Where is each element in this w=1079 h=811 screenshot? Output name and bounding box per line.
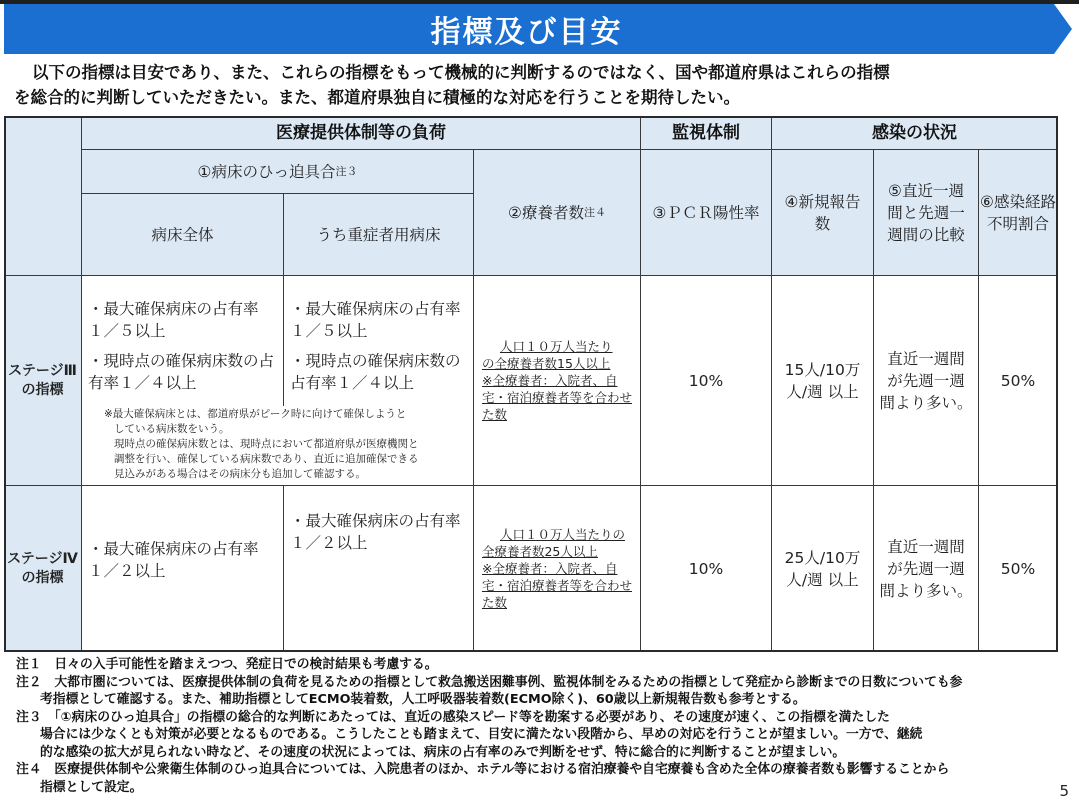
note-1-line-1: 日々の入手可能性を踏まえつつ、発症日での検討結果も考慮する。 [54, 657, 438, 672]
header-unknown-route-line-1: ⑥感染経路 [980, 192, 1056, 211]
note-3-line-2: 場合には少なくとも対策が必要となるものである。こうしたことも踏まえて、目安に満たない段階から、早めの対応を行うことが望ましい。一方で、継続 [40, 727, 923, 742]
intro-line-1: 以下の指標は目安であり、また、これらの指標をもって機械的に判断するのではなく、国や都道府県はこれらの指標 [32, 63, 890, 82]
header-week-compare-line-3: 週間の比較 [887, 225, 965, 244]
stage3-beds-severe-item-1: ・最大確保病床の占有率 １／５以上 [290, 300, 477, 340]
recuperating-note: 注４ [583, 205, 606, 219]
stage4-new-cases [772, 486, 874, 652]
stage3-recuperating-line-4: 宅・宿泊療養者等を合わせ [481, 390, 632, 405]
note-2-label: 注２ [16, 674, 42, 690]
header-recuperating [474, 150, 641, 276]
header-week-compare [874, 150, 979, 276]
stage3-week-compare-line-3: 間より多い。 [879, 393, 973, 412]
stage4-week-compare-line-1: 直近一週間 [887, 537, 965, 556]
corner-header-cell [4, 116, 82, 276]
header-new-cases-line-1: ④新規報告 [784, 192, 861, 211]
footnote-line-1: ※最大確保病床とは、都道府県がピーク時に向けて確保しようと [104, 408, 407, 420]
header-bed-pressure [82, 150, 474, 194]
note-3 [16, 709, 1066, 727]
note-4-line-1: 医療提供体制や公衆衛生体制のひっ迫具合については、入院患者のほか、ホテル等における宿泊療養や自宅療養も含めた全体の療養者数も影響することから [54, 762, 950, 777]
stage3-new-cases-line-2: 人/週 以上 [786, 382, 859, 401]
note-1 [16, 656, 1066, 674]
page-number: 5 [1059, 782, 1069, 800]
note-2-line-1: 大都市圏については、医療提供体制の負荷を見るための指標として救急搬送困難事例、監視体制をみるための指標として発症から診断までの日数についても参 [54, 674, 963, 690]
header-unknown-route [979, 150, 1058, 276]
stage4-recuperating-text [482, 526, 632, 611]
stage4-recuperating-line-4: 宅・宿泊療養者等を合わせ [481, 578, 632, 593]
stage4-label-line-2: の指標 [21, 569, 64, 586]
stage4-recuperating [474, 486, 641, 652]
stage3-recuperating [474, 276, 641, 486]
header-week-compare-line-2: 間と先週一 [887, 203, 965, 222]
stage4-pcr: 10% [641, 486, 772, 652]
header-new-cases [772, 150, 874, 276]
header-beds-severe: うち重症者用病床 [284, 194, 474, 276]
note-4-label: 注４ [16, 762, 42, 777]
stage3-label [4, 276, 82, 486]
stage3-recuperating-line-5: た数 [481, 407, 507, 422]
stage4-week-compare [874, 486, 979, 652]
stage3-recuperating-line-1: 人口１０万人当たり [499, 339, 613, 354]
header-week-compare-line-1: ⑤直近一週 [888, 181, 964, 200]
stage3-week-compare [874, 276, 979, 486]
stage3-recuperating-line-2: の全療養者数15人以上 [481, 356, 611, 371]
group-header-medical: 医療提供体制等の負荷 [82, 116, 641, 150]
note-3-line-3: 的な感染の拡大が見られない時など、その速度の状況によっては、病床の占有率のみで判断をせず、特に総合的に判断することが望ましい。 [40, 744, 846, 760]
stage4-week-compare-line-3: 間より多い。 [879, 581, 973, 600]
recuperating-label: ②療養者数 [508, 203, 584, 222]
stage4-label [4, 486, 82, 652]
note-3-line-1: 「①病床のひっ迫具合」の指標の総合的な判断にあたっては、直近の感染スピード等を勘案する必要があり、その速度が速く、この指標を満たした [54, 709, 890, 725]
stage3-label-line-2: の指標 [21, 381, 64, 398]
stage4-new-cases-line-2: 人/週 以上 [786, 570, 859, 589]
note-3-label: 注３ [16, 709, 42, 725]
footnote-line-3: 現時点の確保病床数とは、現時点において都道府県が医療機関と [114, 438, 419, 450]
stage4-beds-severe-item-1: ・最大確保病床の占有率 １／２以上 [290, 512, 477, 552]
stage3-new-cases-line-1: 15人/10万 [784, 360, 861, 379]
intro-line-2: を総合的に判断していただきたい。また、都道府県独自に積極的な対応を行うことを期待したい。 [14, 88, 740, 107]
footnote-line-5: 見込みがある場合はその病床分も追加して確認する。 [114, 468, 366, 480]
header-beds-all: 病床全体 [82, 194, 284, 276]
group-header-monitoring: 監視体制 [641, 116, 772, 150]
stage3-unknown-route: 50% [979, 276, 1058, 486]
bed-pressure-label: ①病床のひっ迫具合 [197, 162, 336, 181]
stage4-recuperating-line-5: た数 [481, 595, 507, 610]
stage3-recuperating-text [482, 338, 632, 423]
stage3-week-compare-line-2: が先週一週 [887, 371, 965, 390]
stage4-beds-all [82, 486, 284, 652]
footnote-line-2: している病床数をいう。 [114, 423, 230, 435]
stage3-beds-all-item-1: ・最大確保病床の占有率 １／５以上 [88, 300, 275, 340]
stage3-recuperating-line-3: ※全療養者：入院者、自 [481, 373, 618, 388]
header-unknown-route-line-2: 不明割合 [986, 214, 1049, 233]
stage4-unknown-route: 50% [979, 486, 1058, 652]
stage4-new-cases-line-1: 25人/10万 [784, 548, 861, 567]
note-4-line-2: 指標として設定。 [40, 779, 143, 795]
note-2-line-2: 考指標として確認する。また、補助指標としてECMO装着数，人工呼吸器装着数(ECMO除く)、60歳以上新規報告数も参考とする。 [40, 692, 806, 707]
stage4-recuperating-line-2: 全療養者数25人以上 [481, 544, 598, 559]
title-banner [4, 4, 1072, 54]
note-2 [16, 674, 1066, 692]
stage4-label-line-1: ステージⅣ [7, 550, 78, 567]
bed-pressure-note: 注３ [335, 164, 358, 178]
stage3-pcr: 10% [641, 276, 772, 486]
stage3-bed-footnote [100, 406, 474, 486]
stage3-week-compare-line-1: 直近一週間 [887, 349, 965, 368]
note-4 [16, 761, 1066, 779]
stage4-beds-all-item-1: ・最大確保病床の占有率 １／２以上 [88, 540, 275, 580]
stage4-beds-severe [284, 486, 477, 652]
stage3-beds-all-item-2: ・現時点の確保病床数の占有率１／４以上 [88, 352, 275, 392]
footnote-line-4: 調整を行い、確保している病床数であり、直近に追加確保できる [114, 453, 419, 465]
group-header-infection: 感染の状況 [772, 116, 1058, 150]
stage3-new-cases [772, 276, 874, 486]
header-pcr: ③ＰＣＲ陽性率 [641, 150, 772, 276]
stage3-beds-severe-item-2: ・現時点の確保病床数の占有率１／４以上 [290, 352, 461, 392]
header-new-cases-line-2: 数 [814, 214, 831, 233]
footnotes [16, 656, 1066, 796]
note-1-label: 注１ [16, 657, 42, 672]
indicator-table [4, 116, 1058, 652]
stage3-label-line-1: ステージⅢ [8, 362, 77, 379]
slide-title: 指標及び目安 [430, 15, 623, 50]
stage4-recuperating-line-1: 人口１０万人当たりの [499, 527, 625, 542]
intro-text [14, 60, 1064, 110]
stage4-week-compare-line-2: が先週一週 [887, 559, 965, 578]
stage4-recuperating-line-3: ※全療養者：入院者、自 [481, 561, 618, 576]
